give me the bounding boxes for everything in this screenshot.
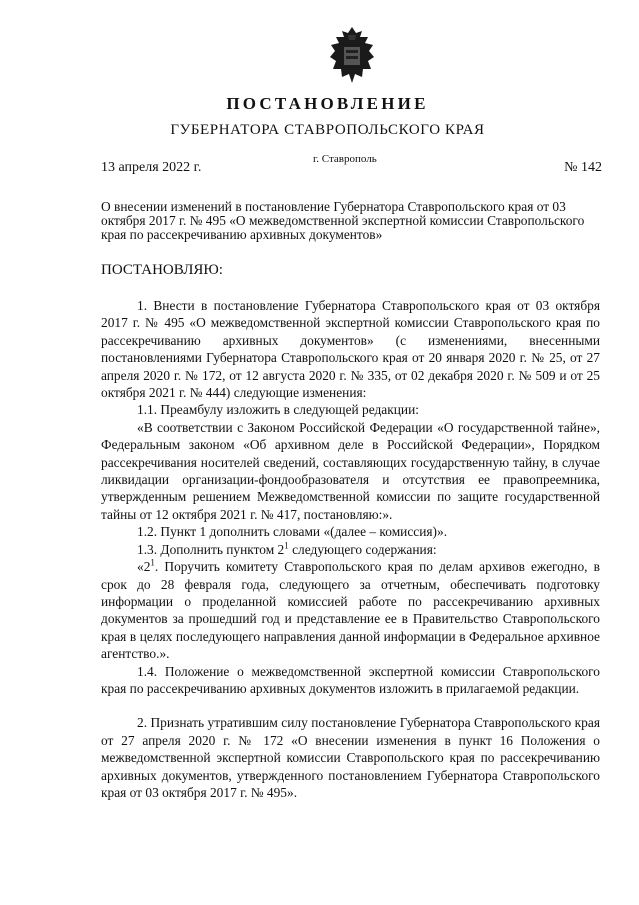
paragraph-1: 1. Внести в постановление Губернатора Ставропольского края от 03 октября 2017 г. № 495 «О межведомственной экспертной комиссии Ставропольского края по рассекречиванию архивных документов» (с изменениями, внесенными постановлениями Губернатора Ставропольского края от 20 января 2020 г. № 25, от 27 апреля 2020 г. № 172, от 12 августа 2020 г. № 335, от 02 декабря 2020 г. № 509 и от 25 октября 2021 г. № 444) следующие изменения: — [101, 298, 600, 401]
document-city: г. Ставрополь — [313, 153, 377, 165]
issuer-subtitle: ГУБЕРНАТОРА СТАВРОПОЛЬСКОГО КРАЯ — [170, 122, 485, 138]
paragraph-2: 2. Признать утратившим силу постановление Губернатора Ставропольского края от 27 апреля 2020 г. № 172 «О внесении изменения в пункт 16 Положения о межведомственной экспертной комиссии Ставропольского края по рассекречиванию архивных документов, утвержденного постановлением Губернатора Ставропольского края от 03 октября 2017 г. № 495». — [101, 715, 600, 800]
paragraph-1-3-text-lead: «2 — [137, 559, 151, 575]
coat-of-arms-icon — [327, 25, 377, 87]
paragraph-1-1: 1.1. Преамбулу изложить в следующей редакции: — [137, 402, 419, 418]
document-number: № 142 — [564, 160, 602, 175]
paragraph-1-3-text-body: . Поручить комитету Ставропольского края по делам архивов ежегодно, в срок до 28 февраля года, следующего за отчетным, обеспечивать подготовку информации о проделанной комиссией работе по рассекречиванию архивных документов за прошедший год и представление ее в Правительство Ставропольского края в целях последующего направления данной информации в Федеральное архивное агентство.». — [101, 559, 600, 662]
decree-word: ПОСТАНОВЛЯЮ: — [101, 262, 223, 278]
document-body — [101, 297, 600, 801]
superscript: 1 — [284, 540, 289, 551]
document-subject: О внесении изменений в постановление Губернатора Ставропольского края от 03 октября 2017 г. № 495 «О межведомственной экспертной комиссии Ставропольского края по рассекречиванию архивных документов» — [101, 199, 585, 242]
paragraph-1-3-tail: следующего содержания: — [288, 541, 437, 557]
paragraph-1-3-lead: 1.3. Дополнить пунктом 2 — [137, 541, 285, 557]
paragraph-1-4: 1.4. Положение о межведомственной экспертной комиссии Ставропольского края по рассекречиванию архивных документов изложить в прилагаемой редакции. — [101, 663, 600, 696]
paragraph-1-1-text: «В соответствии с Законом Российской Федерации «О государственной тайне», Федеральным законом «Об архивном деле в Российской Федерации», Порядком рассекречивания носителей сведений, составляющих государственную тайну, в случае ликвидации организации-фондообразователя и отсутствия ее правопреемника, утвержденным решением Межведомственной комиссии по защите государственной тайны от 12 октября 2021 г. № 417, постановляю:». — [101, 419, 600, 522]
paragraph-1-2: 1.2. Пункт 1 дополнить словами «(далее – комиссия)». — [137, 524, 448, 540]
document-date: 13 апреля 2022 г. — [101, 160, 202, 175]
paragraph-1-3-text — [101, 558, 600, 662]
document-title: ПОСТАНОВЛЕНИЕ — [226, 94, 429, 113]
paragraph-1-3 — [101, 541, 600, 558]
superscript: 1 — [150, 557, 155, 568]
